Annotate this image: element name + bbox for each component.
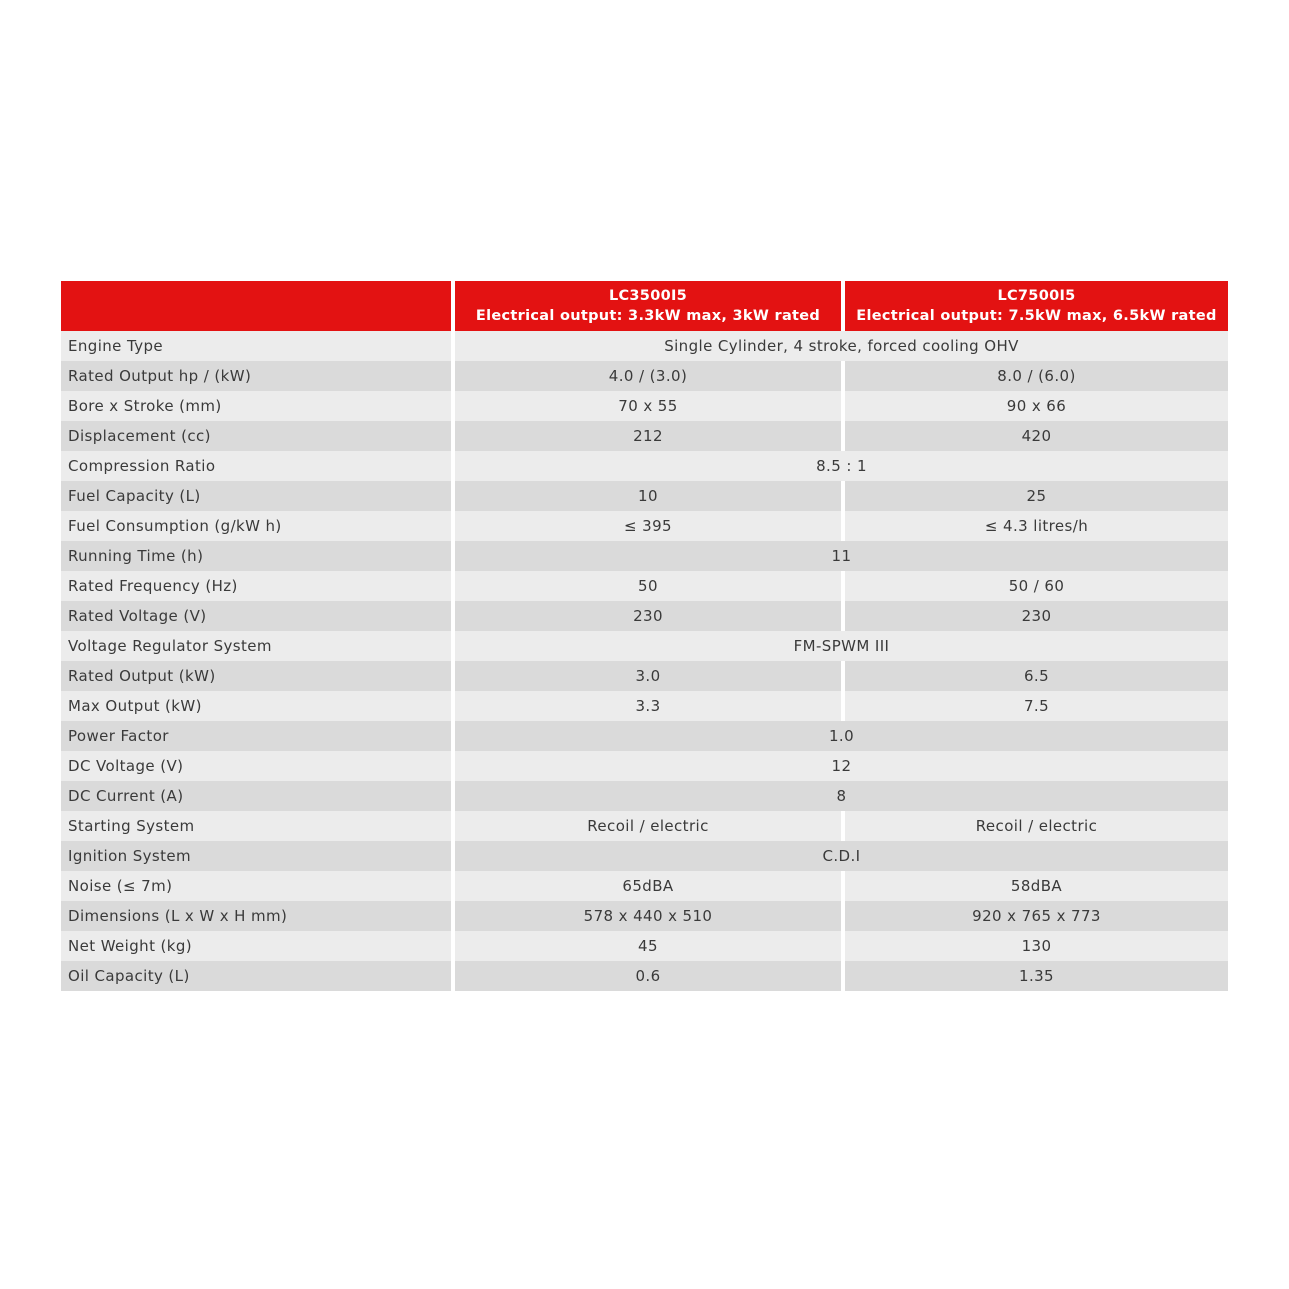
spec-value-model-a: 212: [451, 421, 841, 451]
spec-label: Fuel Consumption (g/kW h): [61, 511, 451, 541]
spec-value-model-a: 230: [451, 601, 841, 631]
spec-label: Ignition System: [61, 841, 451, 871]
spec-label: Running Time (h): [61, 541, 451, 571]
spec-value-model-b: 420: [841, 421, 1228, 451]
table-row: [61, 871, 1228, 901]
spec-label: Net Weight (kg): [61, 931, 451, 961]
table-row: [61, 721, 1228, 751]
spec-value-shared: C.D.I: [451, 841, 1228, 871]
spec-label: DC Current (A): [61, 781, 451, 811]
table-row: [61, 511, 1228, 541]
spec-value-model-b: 8.0 / (6.0): [841, 361, 1228, 391]
spec-value-model-b: 7.5: [841, 691, 1228, 721]
spec-label: Max Output (kW): [61, 691, 451, 721]
spec-label: Fuel Capacity (L): [61, 481, 451, 511]
spec-label: Bore x Stroke (mm): [61, 391, 451, 421]
table-row: [61, 751, 1228, 781]
spec-label: DC Voltage (V): [61, 751, 451, 781]
header-row: [61, 281, 1228, 331]
table-row: [61, 781, 1228, 811]
spec-value-shared: 8: [451, 781, 1228, 811]
spec-value-shared: 12: [451, 751, 1228, 781]
model-b-name: LC7500I5: [997, 288, 1076, 304]
spec-label: Power Factor: [61, 721, 451, 751]
spec-label: Noise (≤ 7m): [61, 871, 451, 901]
table-row: [61, 571, 1228, 601]
spec-label: Rated Frequency (Hz): [61, 571, 451, 601]
spec-value-shared: 1.0: [451, 721, 1228, 751]
table-row: [61, 631, 1228, 661]
table-row: [61, 961, 1228, 991]
spec-value-model-a: ≤ 395: [451, 511, 841, 541]
spec-value-model-b: ≤ 4.3 litres/h: [841, 511, 1228, 541]
spec-value-model-b: Recoil / electric: [841, 811, 1228, 841]
spec-value-model-a: 10: [451, 481, 841, 511]
table-row: [61, 481, 1228, 511]
spec-label: Compression Ratio: [61, 451, 451, 481]
model-b-subtitle: Electrical output: 7.5kW max, 6.5kW rated: [856, 308, 1217, 324]
spec-value-model-b: 1.35: [841, 961, 1228, 991]
spec-value-model-a: 0.6: [451, 961, 841, 991]
model-a-header: [451, 281, 841, 331]
spec-value-model-b: 58dBA: [841, 871, 1228, 901]
spec-label: Displacement (cc): [61, 421, 451, 451]
spec-value-model-b: 920 x 765 x 773: [841, 901, 1228, 931]
spec-label: Dimensions (L x W x H mm): [61, 901, 451, 931]
spec-value-model-b: 130: [841, 931, 1228, 961]
table-row: [61, 841, 1228, 871]
spec-value-model-b: 90 x 66: [841, 391, 1228, 421]
table-row: [61, 661, 1228, 691]
header-label-cell: [61, 281, 451, 331]
spec-value-model-a: 578 x 440 x 510: [451, 901, 841, 931]
spec-value-model-a: 65dBA: [451, 871, 841, 901]
spec-value-model-a: 45: [451, 931, 841, 961]
spec-value-shared: 11: [451, 541, 1228, 571]
model-a-name: LC3500I5: [608, 288, 688, 304]
spec-label: Starting System: [61, 811, 451, 841]
table-row: [61, 451, 1228, 481]
spec-label: Oil Capacity (L): [61, 961, 451, 991]
table-row: [61, 691, 1228, 721]
spec-label: Rated Voltage (V): [61, 601, 451, 631]
spec-value-model-a: 50: [451, 571, 841, 601]
model-b-header: [841, 281, 1228, 331]
table-row: [61, 331, 1228, 361]
spec-table: [61, 281, 1228, 991]
table-row: [61, 361, 1228, 391]
table-row: [61, 811, 1228, 841]
table-row: [61, 601, 1228, 631]
spec-value-model-a: Recoil / electric: [451, 811, 841, 841]
spec-value-shared: Single Cylinder, 4 stroke, forced cooling OHV: [451, 331, 1228, 361]
table-row: [61, 421, 1228, 451]
table-row: [61, 901, 1228, 931]
model-a-subtitle: Electrical output: 3.3kW max, 3kW rated: [475, 308, 821, 324]
table-row: [61, 391, 1228, 421]
spec-value-model-a: 3.3: [451, 691, 841, 721]
spec-value-model-b: 230: [841, 601, 1228, 631]
spec-value-model-a: 3.0: [451, 661, 841, 691]
spec-label: Rated Output (kW): [61, 661, 451, 691]
spec-value-model-a: 70 x 55: [451, 391, 841, 421]
spec-label: Engine Type: [61, 331, 451, 361]
table-row: [61, 931, 1228, 961]
spec-label: Rated Output hp / (kW): [61, 361, 451, 391]
spec-value-model-b: 6.5: [841, 661, 1228, 691]
spec-label: Voltage Regulator System: [61, 631, 451, 661]
spec-value-model-a: 4.0 / (3.0): [451, 361, 841, 391]
spec-value-shared: FM-SPWM III: [451, 631, 1228, 661]
spec-value-model-b: 25: [841, 481, 1228, 511]
spec-value-shared: 8.5 : 1: [451, 451, 1228, 481]
spec-value-model-b: 50 / 60: [841, 571, 1228, 601]
table-row: [61, 541, 1228, 571]
